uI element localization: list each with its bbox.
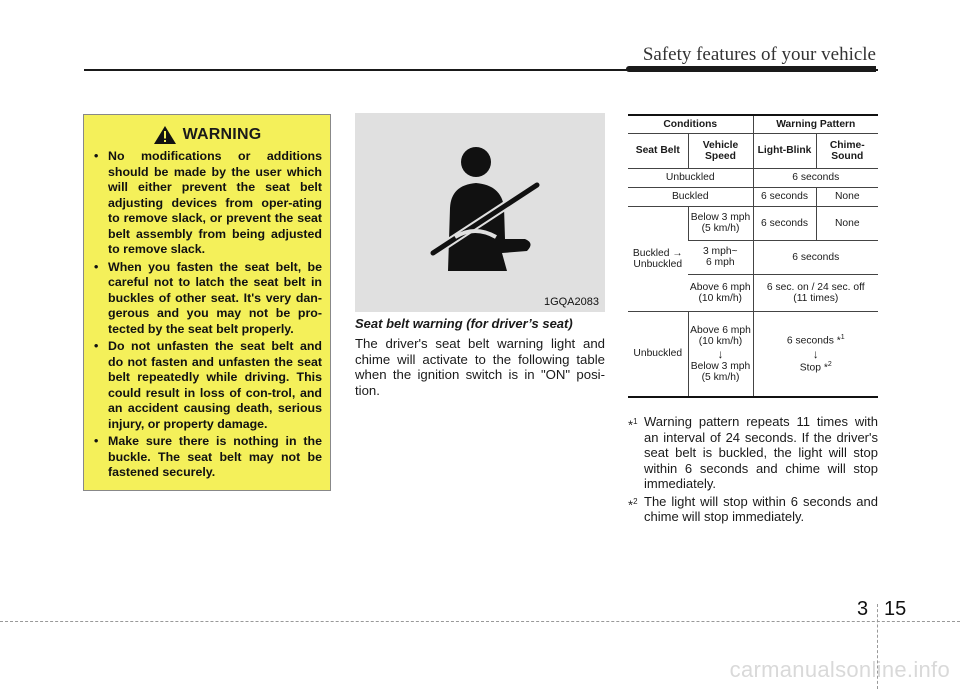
cell-pattern: 6 sec. on / 24 sec. off (11 times)	[753, 274, 878, 311]
cell-speed: 3 mph~ 6 mph	[688, 240, 753, 274]
seat-belt-warning-figure	[355, 113, 605, 312]
table-row	[628, 115, 878, 133]
cell-pattern: 6 seconds *$^1$ ↓ Stop *$^2$	[753, 311, 878, 397]
page-header-title: Safety features of your vehicle	[642, 44, 876, 65]
down-arrow-icon: ↓	[717, 346, 724, 361]
figure-code: 1GQA2083	[543, 296, 599, 308]
warning-triangle-icon	[153, 125, 177, 145]
footnotes	[628, 414, 878, 527]
seat-belt-person-icon	[355, 113, 605, 312]
warning-item: • Make sure there is nothing in the buckle. The seat belt may not be fastened securely.	[94, 434, 322, 481]
section-title: Seat belt warning (for driver’s seat)	[355, 316, 573, 331]
header-vehicle-speed: Vehicle Speed	[688, 133, 753, 168]
table-row	[628, 168, 878, 187]
warning-item: • Do not unfasten the seat belt and do not fasten and unfasten the seat belt repeatedly while driving. This could result in loss of con-trol, and an accident causing death, serious injury, or property damage.	[94, 339, 322, 432]
page-number: 15	[884, 598, 907, 620]
header-seat-belt: Seat Belt	[628, 133, 688, 168]
cell-unbuckled: Unbuckled	[628, 311, 688, 397]
watermark: carmanualsonline.info	[729, 657, 950, 682]
warning-item: • No modifications or additions should be made by the user which will either prevent the seat belt adjusting devices from oper-ating to remove slack, or prevent the seat belt assembly from being adjusted to remove slack.	[94, 149, 322, 258]
header-warning-pattern: Warning Pattern	[753, 115, 878, 133]
cell-light: 6 seconds	[753, 206, 816, 240]
section-body: The driver's seat belt warning light and chime will activate to the following table when the ignition switch is in "ON" posi-tion.	[355, 336, 605, 398]
warning-box	[83, 114, 331, 491]
table-row	[628, 133, 878, 168]
footnote	[628, 494, 878, 525]
warning-item: • When you fasten the seat belt, be careful not to latch the seat belt in buckles of other seat. It's very dan-gerous and you may not be pro-tected by the seat belt properly.	[94, 260, 322, 338]
footnote	[628, 414, 878, 492]
cell-pattern: 6 seconds	[753, 168, 878, 187]
cell-speed: Above 6 mph (10 km/h)	[688, 274, 753, 311]
warning-list	[84, 149, 330, 481]
footnote-mark: *$^2$	[628, 496, 638, 512]
cell-buckled-to-unbuckled: Buckled → Unbuckled	[628, 206, 688, 311]
warning-pattern-table	[628, 114, 878, 398]
warning-header	[84, 125, 330, 145]
cell-pattern: 6 seconds	[753, 240, 878, 274]
cell-light: 6 seconds	[753, 187, 816, 206]
footer-rule	[0, 621, 960, 622]
footnote-text: Warning pattern repeats 11 times with an interval of 24 seconds. If the driver's seat belt is buckled, the light will stop within 6 seconds and chime will stop immediately.	[644, 414, 878, 491]
table-row	[628, 311, 878, 397]
header-light-blink: Light-Blink	[753, 133, 816, 168]
table-row	[628, 187, 878, 206]
cell-unbuckled: Unbuckled	[628, 168, 753, 187]
header-chime-sound: Chime- Sound	[816, 133, 878, 168]
header-conditions: Conditions	[628, 115, 753, 133]
cell-buckled: Buckled	[628, 187, 753, 206]
cell-speed: Below 3 mph (5 km/h)	[688, 206, 753, 240]
cell-chime: None	[816, 206, 878, 240]
table-row	[628, 206, 878, 240]
warning-title: WARNING	[182, 126, 262, 143]
down-arrow-icon: ↓	[812, 346, 819, 361]
cell-speed: Above 6 mph (10 km/h) ↓ Below 3 mph (5 km/h)	[688, 311, 753, 397]
cell-chime: None	[816, 187, 878, 206]
chapter-number: 3	[857, 598, 869, 620]
footnote-text: The light will stop within 6 seconds and chime will stop immediately.	[644, 493, 878, 524]
header-rule-accent	[626, 66, 876, 72]
footnote-mark: *$^1$	[628, 417, 638, 433]
